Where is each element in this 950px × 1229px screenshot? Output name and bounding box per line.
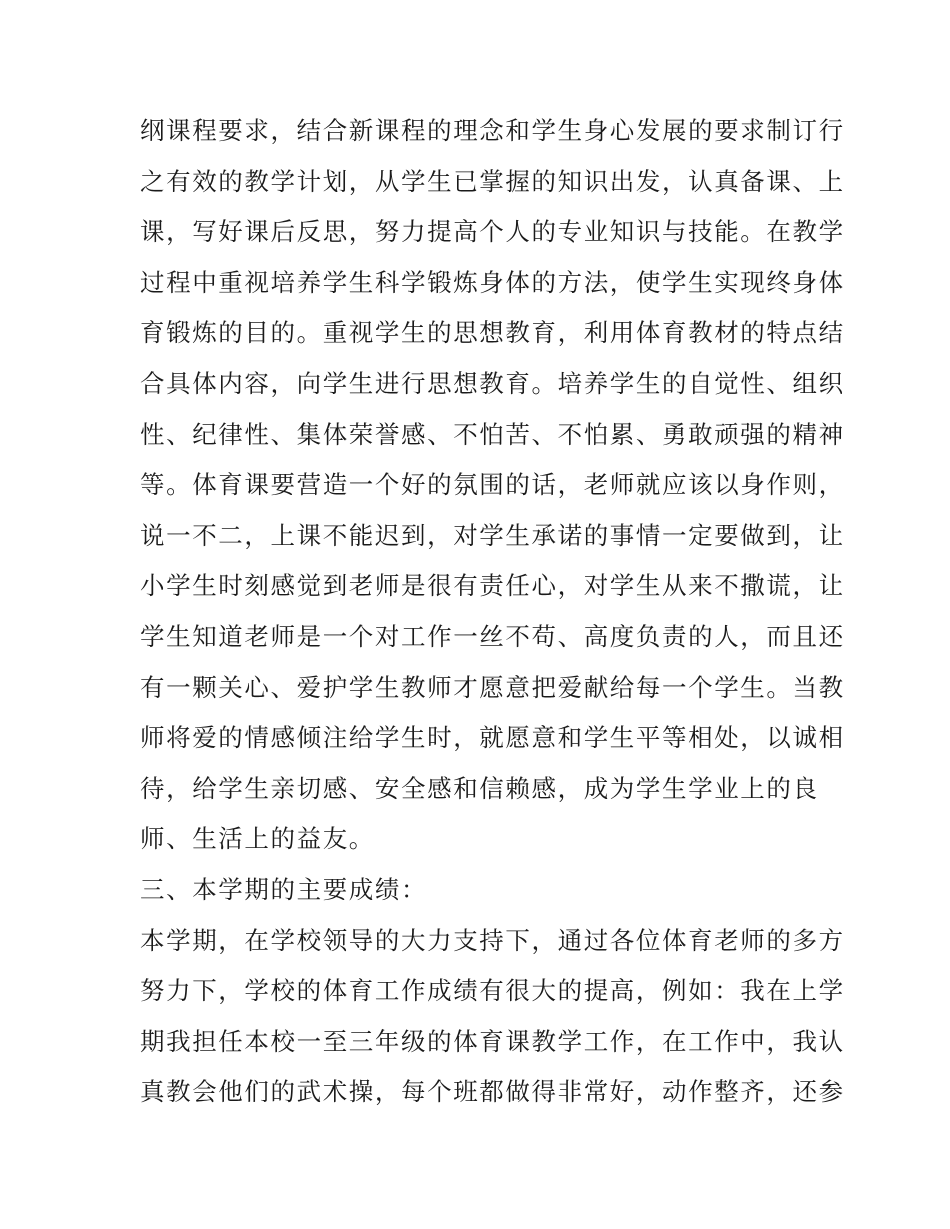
text-line: 之有效的教学计划，从学生已掌握的知识出发，认真备课、上 xyxy=(140,166,845,196)
text-line: 真教会他们的武术操，每个班都做得非常好，动作整齐，还参 xyxy=(140,1077,845,1107)
text-line: 努力下，学校的体育工作成绩有很大的提高，例如：我在上学 xyxy=(140,976,845,1006)
text-line: 育锻炼的目的。重视学生的思想教育，利用体育教材的特点结 xyxy=(140,318,845,348)
text-line: 学生知道老师是一个对工作一丝不苟、高度负责的人，而且还 xyxy=(140,621,845,651)
text-line: 纲课程要求，结合新课程的理念和学生身心发展的要求制订行 xyxy=(140,116,845,145)
text-line: 合具体内容，向学生进行思想教育。培养学生的自觉性、组织 xyxy=(140,368,845,398)
text-line: 待，给学生亲切感、安全感和信赖感，成为学生学业上的良 xyxy=(140,773,819,803)
text-line: 师、生活上的益友。 xyxy=(140,824,375,854)
text-line: 小学生时刻感觉到老师是很有责任心，对学生从来不撒谎，让 xyxy=(140,571,845,601)
text-line: 期我担任本校一至三年级的体育课教学工作，在工作中，我认 xyxy=(140,1026,845,1056)
text-line: 过程中重视培养学生科学锻炼身体的方法，使学生实现终身体 xyxy=(140,267,845,297)
text-line: 师将爱的情感倾注给学生时，就愿意和学生平等相处，以诚相 xyxy=(140,723,845,753)
text-line: 等。体育课要营造一个好的氛围的话，老师就应该以身作则， xyxy=(140,470,845,500)
body-text xyxy=(140,106,845,1118)
section-heading: 三、本学期的主要成绩： xyxy=(140,874,428,904)
text-line: 性、纪律性、集体荣誉感、不怕苦、不怕累、勇敢顽强的精神 xyxy=(140,419,845,449)
text-line: 有一颗关心、爱护学生教师才愿意把爱献给每一个学生。当教 xyxy=(140,672,845,702)
text-line: 说一不二，上课不能迟到，对学生承诺的事情一定要做到，让 xyxy=(140,520,845,550)
text-line: 课，写好课后反思，努力提高个人的专业知识与技能。在教学 xyxy=(140,217,845,247)
text-line: 本学期，在学校领导的大力支持下，通过各位体育老师的多方 xyxy=(140,925,845,955)
